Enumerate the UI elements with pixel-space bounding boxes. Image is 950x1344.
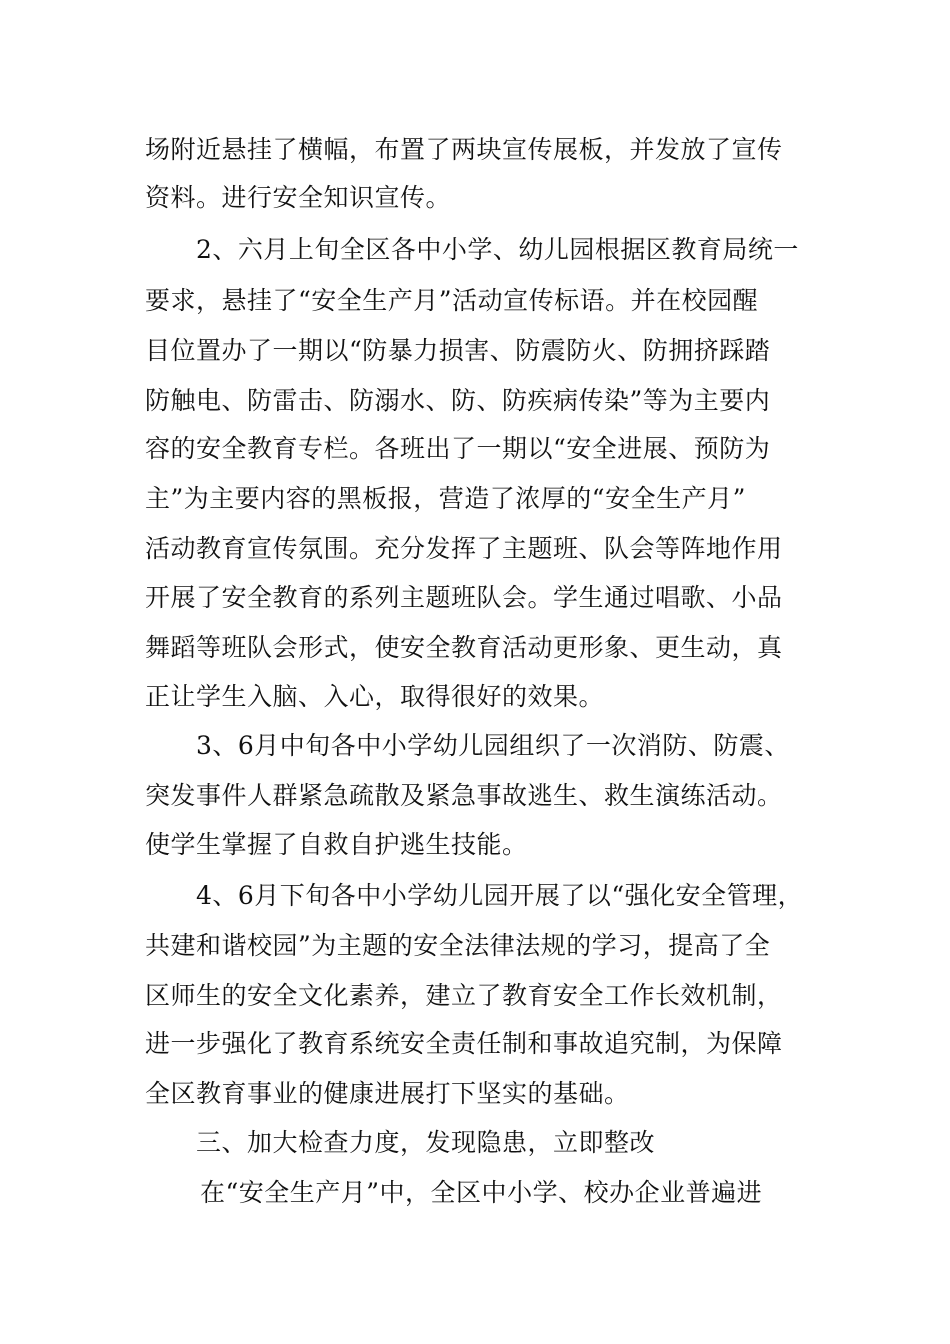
text-line: 目位置办了一期以“防暴力损害、防震防火、防拥挤踩踏	[145, 336, 771, 365]
paragraph-start-line: 4、6月下旬各中小学幼儿园开展了以“强化安全管理，	[196, 881, 804, 910]
text-line: 活动教育宣传氛围。充分发挥了主题班、队会等阵地作用	[145, 534, 783, 563]
text-line: 舞蹈等班队会形式，使安全教育活动更形象、更生动，真	[145, 633, 783, 662]
text-line: 场附近悬挂了横幅，布置了两块宣传展板，并发放了宣传	[145, 135, 783, 164]
text-line: 开展了安全教育的系列主题班队会。学生通过唱歌、小品	[145, 583, 783, 612]
text-line: 全区教育事业的健康进展打下坚实的基础。	[145, 1079, 630, 1108]
text-line: 共建和谐校园”为主题的安全法律法规的学习，提高了全	[145, 931, 771, 960]
text-line: 要求，悬挂了“安全生产月”活动宣传标语。并在校园醒	[145, 286, 759, 315]
text-line: 正让学生入脑、入心，取得很好的效果。	[145, 682, 605, 711]
paragraph-start-line: 3、6月中旬各中小学幼儿园组织了一次消防、防震、	[196, 731, 790, 760]
section-heading: 三、加大检查力度，发现隐患，立即整改	[196, 1128, 656, 1157]
text-line: 使学生掌握了自救自护逃生技能。	[145, 830, 528, 859]
paragraph-start-line: 在“安全生产月”中，全区中小学、校办企业普遍进	[200, 1178, 763, 1207]
text-line: 资料。进行安全知识宣传。	[145, 183, 452, 212]
text-line: 突发事件人群紧急疏散及紧急事故逃生、救生演练活动。	[145, 781, 783, 810]
text-line: 容的安全教育专栏。各班出了一期以“安全进展、预防为	[145, 434, 771, 463]
text-line: 主”为主要内容的黑板报，营造了浓厚的“安全生产月”	[145, 484, 746, 513]
text-line: 进一步强化了教育系统安全责任制和事故追究制，为保障	[145, 1029, 783, 1058]
text-line: 区师生的安全文化素养，建立了教育安全工作长效机制，	[145, 981, 783, 1010]
paragraph-start-line: 2、六月上旬全区各中小学、幼儿园根据区教育局统一	[196, 235, 799, 264]
text-line: 防触电、防雷击、防溺水、防、防疾病传染”等为主要内	[145, 386, 771, 415]
